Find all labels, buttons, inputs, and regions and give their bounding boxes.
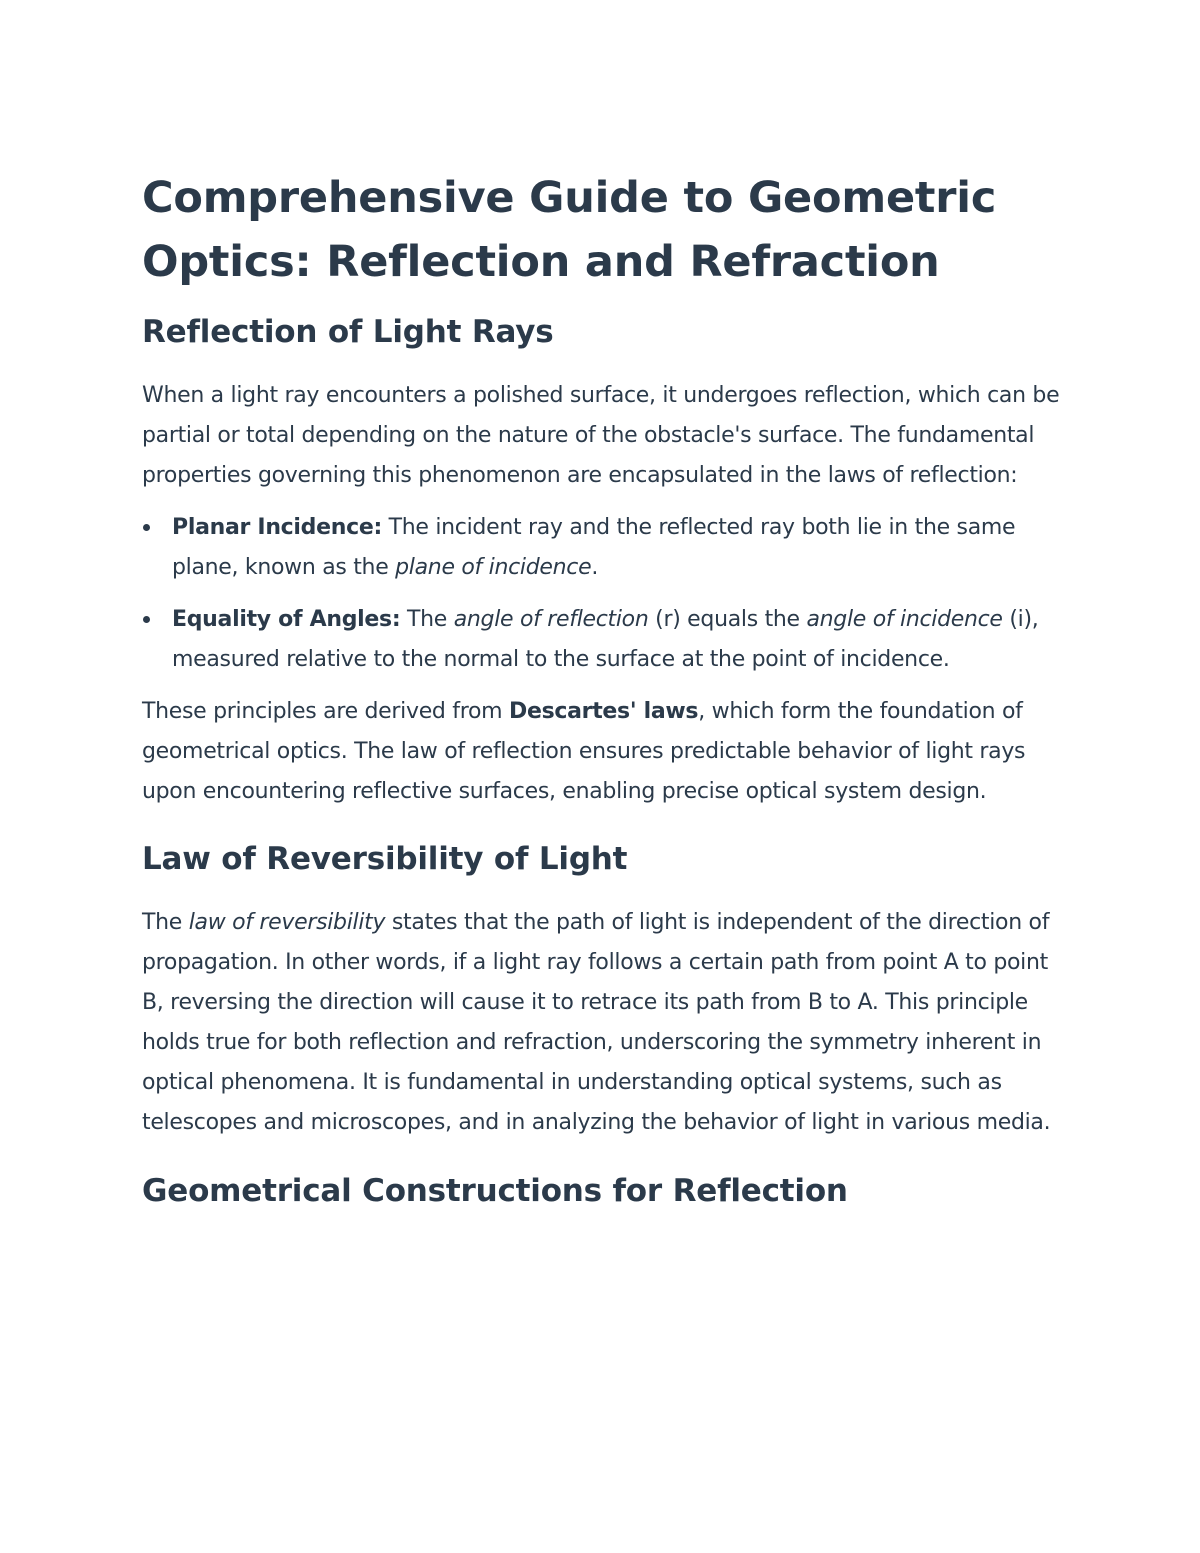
page-title: Comprehensive Guide to Geometric Optics: Reflection and Refraction	[142, 173, 997, 287]
paragraph-text: The	[142, 910, 189, 935]
bullet-text: .	[591, 555, 599, 580]
reflection-conclusion-paragraph	[142, 692, 1062, 812]
bullet-text: (r) equals the	[648, 607, 807, 632]
paragraph-text: , which form the foundation of geometrical optics. The law of reflection ensures predictable behavior of light rays upon encountering reflective surfaces, enabling precise optical system design.	[142, 699, 1026, 804]
section-heading-reversibility: Law of Reversibility of Light	[142, 841, 628, 877]
bullet-text: (i), measured relative to the normal to the surface at the point of incidence.	[172, 607, 1039, 672]
bullet-emphasis: angle of incidence	[806, 607, 1003, 632]
bullet-label: Equality of Angles:	[172, 607, 401, 632]
paragraph-text: states that the path of light is independent of the direction of propagation. In other words, if a light ray follows a certain path from point A to point B, reversing the direction will cause it to retrace its path from B to A. This principle holds true for both reflection and refraction, underscoring the symmetry inherent in optical phenomena. It is fundamental in understanding optical systems, such as telescopes and microscopes, and in analyzing the behavior of light in various media.	[142, 910, 1051, 1135]
paragraph-emphasis: law of reversibility	[188, 910, 386, 935]
bullet-label: Planar Incidence:	[172, 515, 382, 540]
reflection-intro-paragraph: When a light ray encounters a polished surface, it undergoes reflection, which can be partial or total depending on the nature of the obstacle's surface. The fundamental properties governing this phenomenon are encapsulated in the laws of reflection:	[142, 383, 1060, 488]
bullet-icon	[143, 524, 150, 531]
section-heading-reflection: Reflection of Light Rays	[142, 314, 554, 350]
list-item-planar-incidence	[142, 508, 1062, 588]
bullet-emphasis: angle of reflection	[453, 607, 649, 632]
document-page	[142, 166, 1062, 1211]
bullet-text: The	[400, 607, 454, 632]
bullet-icon	[143, 616, 150, 623]
bullet-emphasis: plane of incidence	[395, 555, 592, 580]
paragraph-bold: Descartes' laws	[508, 699, 699, 724]
reversibility-paragraph	[142, 903, 1062, 1143]
section-heading-constructions: Geometrical Constructions for Reflection	[142, 1173, 848, 1209]
laws-of-reflection-list	[142, 508, 1062, 680]
paragraph-text: These principles are derived from	[142, 699, 509, 724]
list-item-equality-of-angles	[142, 600, 1062, 680]
bullet-text: The incident ray and the reflected ray both lie in the same plane, known as the	[172, 515, 1016, 580]
